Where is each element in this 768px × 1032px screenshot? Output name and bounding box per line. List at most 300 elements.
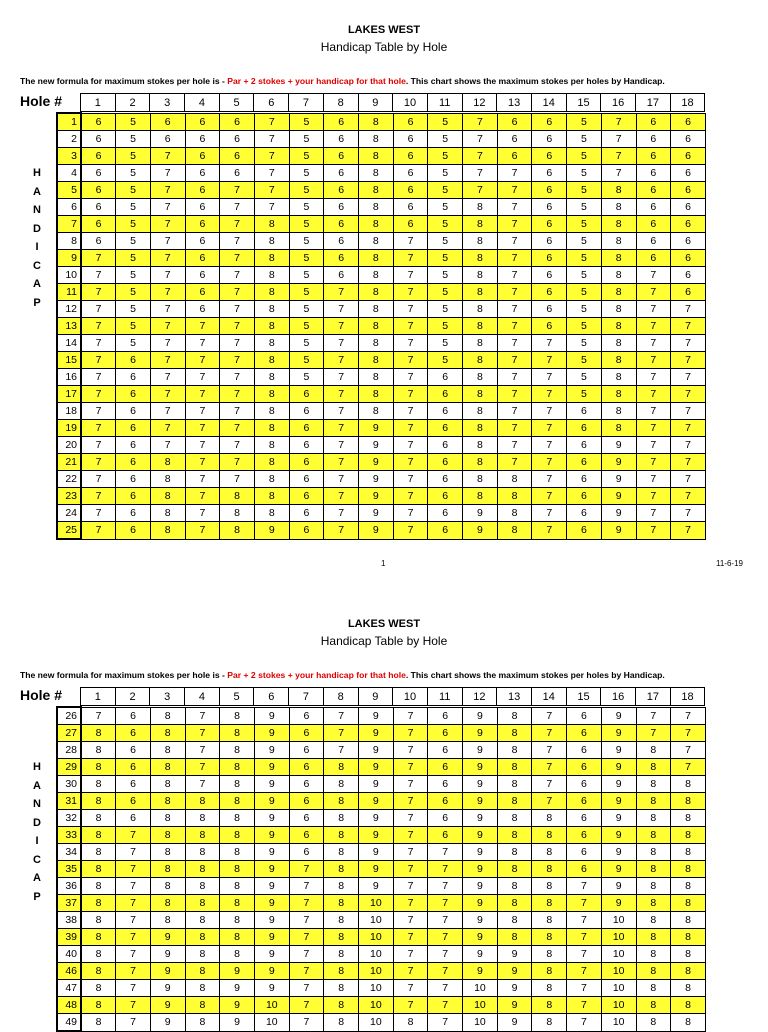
max-strokes-cell: 8: [463, 284, 498, 301]
max-strokes-cell: 9: [359, 522, 394, 540]
max-strokes-cell: 9: [150, 963, 185, 980]
max-strokes-cell: 6: [532, 148, 567, 165]
max-strokes-cell: 8: [324, 963, 359, 980]
max-strokes-cell: 7: [532, 488, 567, 505]
table-row: [57, 182, 705, 199]
max-strokes-cell: 7: [150, 352, 185, 369]
max-strokes-cell: 8: [532, 810, 567, 827]
max-strokes-cell: 10: [463, 997, 498, 1014]
max-strokes-cell: 8: [254, 233, 289, 250]
max-strokes-cell: 5: [567, 165, 602, 182]
page-title: LAKES WEST: [347, 24, 421, 36]
max-strokes-cell: 7: [220, 386, 255, 403]
table-row: [57, 878, 705, 895]
max-strokes-cell: 8: [220, 725, 255, 742]
max-strokes-cell: 7: [393, 707, 428, 725]
max-strokes-cell: 8: [359, 250, 394, 267]
max-strokes-cell: 10: [359, 980, 394, 997]
handicap-value: 47: [57, 980, 81, 997]
max-strokes-cell: 8: [185, 997, 220, 1014]
max-strokes-cell: 7: [532, 352, 567, 369]
max-strokes-cell: 7: [81, 437, 116, 454]
handicap-value: 28: [57, 742, 81, 759]
max-strokes-cell: 9: [463, 505, 498, 522]
max-strokes-cell: 5: [567, 386, 602, 403]
table-row: [57, 352, 705, 369]
max-strokes-cell: 6: [116, 352, 151, 369]
max-strokes-cell: 6: [428, 403, 463, 420]
max-strokes-cell: 6: [289, 776, 324, 793]
max-strokes-cell: 9: [463, 759, 498, 776]
max-strokes-cell: 5: [428, 165, 463, 182]
max-strokes-cell: 5: [116, 267, 151, 284]
max-strokes-cell: 6: [393, 182, 428, 199]
max-strokes-cell: 9: [463, 522, 498, 540]
handicap-value: 24: [57, 505, 81, 522]
max-strokes-cell: 8: [81, 1014, 116, 1032]
max-strokes-cell: 7: [636, 522, 671, 540]
max-strokes-cell: 8: [81, 895, 116, 912]
hole-number: 13: [497, 688, 532, 706]
max-strokes-cell: 8: [81, 725, 116, 742]
max-strokes-cell: 7: [671, 301, 706, 318]
max-strokes-cell: 8: [324, 895, 359, 912]
max-strokes-cell: 9: [359, 776, 394, 793]
max-strokes-cell: 5: [116, 233, 151, 250]
max-strokes-cell: 9: [463, 827, 498, 844]
max-strokes-cell: 7: [393, 912, 428, 929]
max-strokes-cell: 8: [185, 946, 220, 963]
max-strokes-cell: 8: [150, 793, 185, 810]
table-row: [57, 488, 705, 505]
max-strokes-cell: 8: [497, 895, 532, 912]
max-strokes-cell: 9: [601, 844, 636, 861]
max-strokes-cell: 8: [601, 182, 636, 199]
max-strokes-cell: 8: [150, 471, 185, 488]
max-strokes-cell: 7: [116, 861, 151, 878]
max-strokes-cell: 8: [636, 1014, 671, 1032]
max-strokes-cell: 7: [532, 437, 567, 454]
max-strokes-cell: 7: [220, 471, 255, 488]
max-strokes-cell: 7: [532, 454, 567, 471]
max-strokes-cell: 6: [289, 403, 324, 420]
max-strokes-cell: 9: [601, 471, 636, 488]
max-strokes-cell: 8: [463, 250, 498, 267]
max-strokes-cell: 7: [220, 318, 255, 335]
max-strokes-cell: 7: [497, 386, 532, 403]
max-strokes-cell: 8: [324, 844, 359, 861]
handicap-value: 5: [57, 182, 81, 199]
max-strokes-cell: 8: [254, 216, 289, 233]
max-strokes-cell: 6: [671, 216, 706, 233]
max-strokes-cell: 8: [81, 827, 116, 844]
max-strokes-cell: 9: [359, 454, 394, 471]
max-strokes-cell: 7: [428, 878, 463, 895]
max-strokes-cell: 7: [185, 369, 220, 386]
page-2: [0, 594, 768, 1029]
max-strokes-cell: 5: [116, 250, 151, 267]
handicap-value: 49: [57, 1014, 81, 1032]
max-strokes-cell: 8: [532, 980, 567, 997]
max-strokes-cell: 5: [567, 131, 602, 148]
max-strokes-cell: 6: [289, 759, 324, 776]
max-strokes-cell: 8: [359, 199, 394, 216]
max-strokes-cell: 8: [359, 352, 394, 369]
max-strokes-cell: 8: [185, 878, 220, 895]
max-strokes-cell: 7: [150, 403, 185, 420]
max-strokes-cell: 7: [671, 471, 706, 488]
max-strokes-cell: 8: [671, 980, 706, 997]
max-strokes-cell: 8: [220, 793, 255, 810]
max-strokes-cell: 6: [428, 471, 463, 488]
handicap-table-page-2: [56, 706, 706, 1032]
max-strokes-cell: 6: [150, 113, 185, 131]
table-row: [57, 980, 705, 997]
side-letter: C: [33, 259, 41, 272]
max-strokes-cell: 8: [81, 844, 116, 861]
max-strokes-cell: 10: [254, 997, 289, 1014]
handicap-value: 23: [57, 488, 81, 505]
max-strokes-cell: 8: [254, 471, 289, 488]
handicap-value: 10: [57, 267, 81, 284]
max-strokes-cell: 8: [636, 912, 671, 929]
max-strokes-cell: 6: [289, 725, 324, 742]
max-strokes-cell: 7: [636, 437, 671, 454]
max-strokes-cell: 7: [116, 878, 151, 895]
max-strokes-cell: 7: [324, 301, 359, 318]
max-strokes-cell: 8: [463, 267, 498, 284]
max-strokes-cell: 8: [150, 707, 185, 725]
handicap-value: 31: [57, 793, 81, 810]
max-strokes-cell: 8: [254, 437, 289, 454]
max-strokes-cell: 7: [185, 454, 220, 471]
table-row: [57, 113, 705, 131]
max-strokes-cell: 9: [463, 878, 498, 895]
max-strokes-cell: 8: [220, 488, 255, 505]
max-strokes-cell: 8: [601, 199, 636, 216]
max-strokes-cell: 9: [220, 980, 255, 997]
max-strokes-cell: 5: [289, 352, 324, 369]
max-strokes-cell: 6: [81, 182, 116, 199]
max-strokes-cell: 5: [428, 131, 463, 148]
max-strokes-cell: 8: [254, 488, 289, 505]
max-strokes-cell: 7: [81, 250, 116, 267]
max-strokes-cell: 6: [324, 250, 359, 267]
max-strokes-cell: 6: [81, 233, 116, 250]
side-letter: C: [33, 853, 41, 866]
max-strokes-cell: 9: [601, 861, 636, 878]
max-strokes-cell: 7: [428, 844, 463, 861]
hole-number: 5: [219, 688, 254, 706]
max-strokes-cell: 6: [185, 233, 220, 250]
max-strokes-cell: 8: [497, 776, 532, 793]
max-strokes-cell: 7: [324, 318, 359, 335]
max-strokes-cell: 7: [185, 505, 220, 522]
max-strokes-cell: 7: [220, 403, 255, 420]
max-strokes-cell: 7: [324, 352, 359, 369]
max-strokes-cell: 7: [185, 352, 220, 369]
max-strokes-cell: 8: [601, 250, 636, 267]
max-strokes-cell: 5: [567, 113, 602, 131]
max-strokes-cell: 6: [324, 199, 359, 216]
max-strokes-cell: 6: [567, 505, 602, 522]
max-strokes-cell: 7: [636, 488, 671, 505]
max-strokes-cell: 9: [359, 878, 394, 895]
max-strokes-cell: 9: [463, 929, 498, 946]
max-strokes-cell: 9: [254, 810, 289, 827]
max-strokes-cell: 9: [254, 776, 289, 793]
max-strokes-cell: 7: [150, 148, 185, 165]
handicap-value: 22: [57, 471, 81, 488]
table-row: [57, 454, 705, 471]
max-strokes-cell: 10: [601, 963, 636, 980]
side-letter: D: [33, 222, 41, 235]
max-strokes-cell: 7: [81, 335, 116, 352]
max-strokes-cell: 9: [254, 707, 289, 725]
max-strokes-cell: 7: [116, 827, 151, 844]
max-strokes-cell: 8: [81, 946, 116, 963]
max-strokes-cell: 8: [324, 946, 359, 963]
max-strokes-cell: 5: [289, 301, 324, 318]
max-strokes-cell: 7: [393, 946, 428, 963]
max-strokes-cell: 6: [671, 199, 706, 216]
max-strokes-cell: 7: [289, 1014, 324, 1032]
max-strokes-cell: 8: [601, 267, 636, 284]
max-strokes-cell: 9: [601, 505, 636, 522]
table-row: [57, 861, 705, 878]
max-strokes-cell: 5: [289, 233, 324, 250]
max-strokes-cell: 5: [289, 267, 324, 284]
max-strokes-cell: 8: [636, 895, 671, 912]
max-strokes-cell: 8: [220, 759, 255, 776]
handicap-value: 37: [57, 895, 81, 912]
max-strokes-cell: 7: [428, 861, 463, 878]
max-strokes-cell: 7: [601, 165, 636, 182]
max-strokes-cell: 5: [428, 182, 463, 199]
max-strokes-cell: 8: [254, 403, 289, 420]
max-strokes-cell: 7: [393, 861, 428, 878]
hole-number: 7: [289, 94, 324, 112]
max-strokes-cell: 8: [463, 403, 498, 420]
handicap-value: 7: [57, 216, 81, 233]
max-strokes-cell: 8: [671, 946, 706, 963]
max-strokes-cell: 8: [324, 878, 359, 895]
max-strokes-cell: 8: [636, 946, 671, 963]
max-strokes-cell: 8: [150, 810, 185, 827]
max-strokes-cell: 5: [428, 199, 463, 216]
max-strokes-cell: 8: [220, 912, 255, 929]
max-strokes-cell: 7: [497, 318, 532, 335]
formula-prefix: The new formula for maximum stokes per hole is -: [20, 76, 228, 86]
max-strokes-cell: 7: [185, 420, 220, 437]
max-strokes-cell: 6: [289, 522, 324, 540]
table-row: [57, 827, 705, 844]
max-strokes-cell: 5: [289, 113, 324, 131]
max-strokes-cell: 8: [671, 827, 706, 844]
max-strokes-cell: 7: [671, 369, 706, 386]
max-strokes-cell: 9: [359, 827, 394, 844]
max-strokes-cell: 7: [150, 165, 185, 182]
max-strokes-cell: 7: [185, 707, 220, 725]
max-strokes-cell: 7: [393, 318, 428, 335]
table-row: [57, 471, 705, 488]
max-strokes-cell: 7: [428, 946, 463, 963]
max-strokes-cell: 6: [532, 233, 567, 250]
max-strokes-cell: 5: [567, 182, 602, 199]
max-strokes-cell: 7: [497, 335, 532, 352]
handicap-value: 13: [57, 318, 81, 335]
max-strokes-cell: 9: [254, 912, 289, 929]
max-strokes-cell: 5: [428, 352, 463, 369]
max-strokes-cell: 8: [254, 318, 289, 335]
hole-number: 12: [462, 688, 497, 706]
max-strokes-cell: 9: [497, 963, 532, 980]
handicap-value: 17: [57, 386, 81, 403]
table-row: [57, 250, 705, 267]
max-strokes-cell: 5: [289, 199, 324, 216]
table-row: [57, 199, 705, 216]
max-strokes-cell: 6: [567, 522, 602, 540]
max-strokes-cell: 6: [324, 113, 359, 131]
max-strokes-cell: 9: [601, 454, 636, 471]
max-strokes-cell: 8: [359, 165, 394, 182]
hole-number: 15: [566, 94, 601, 112]
max-strokes-cell: 8: [463, 233, 498, 250]
max-strokes-cell: 6: [289, 844, 324, 861]
handicap-value: 32: [57, 810, 81, 827]
max-strokes-cell: 8: [150, 488, 185, 505]
handicap-value: 39: [57, 929, 81, 946]
max-strokes-cell: 5: [428, 318, 463, 335]
max-strokes-cell: 5: [289, 182, 324, 199]
page-subtitle: Handicap Table by Hole: [320, 40, 448, 54]
side-letter: A: [33, 185, 41, 198]
max-strokes-cell: 7: [636, 284, 671, 301]
max-strokes-cell: 9: [150, 946, 185, 963]
max-strokes-cell: 6: [116, 505, 151, 522]
max-strokes-cell: 6: [393, 199, 428, 216]
max-strokes-cell: 8: [254, 386, 289, 403]
max-strokes-cell: 6: [532, 131, 567, 148]
hole-number: 2: [115, 94, 150, 112]
max-strokes-cell: 7: [393, 522, 428, 540]
max-strokes-cell: 7: [150, 335, 185, 352]
max-strokes-cell: 7: [671, 759, 706, 776]
max-strokes-cell: 7: [636, 267, 671, 284]
max-strokes-cell: 8: [601, 369, 636, 386]
max-strokes-cell: 7: [324, 707, 359, 725]
table-row: [57, 267, 705, 284]
max-strokes-cell: 7: [636, 301, 671, 318]
max-strokes-cell: 7: [150, 250, 185, 267]
handicap-side-label: [30, 164, 44, 312]
max-strokes-cell: 8: [150, 776, 185, 793]
max-strokes-cell: 10: [463, 1014, 498, 1032]
max-strokes-cell: 9: [150, 997, 185, 1014]
max-strokes-cell: 5: [289, 131, 324, 148]
max-strokes-cell: 7: [393, 403, 428, 420]
max-strokes-cell: 8: [359, 182, 394, 199]
max-strokes-cell: 9: [359, 759, 394, 776]
max-strokes-cell: 7: [254, 148, 289, 165]
table-row: [57, 284, 705, 301]
max-strokes-cell: 8: [220, 522, 255, 540]
max-strokes-cell: 9: [463, 912, 498, 929]
max-strokes-cell: 8: [532, 895, 567, 912]
max-strokes-cell: 7: [324, 437, 359, 454]
max-strokes-cell: 6: [324, 131, 359, 148]
table-row: [57, 335, 705, 352]
max-strokes-cell: 7: [532, 335, 567, 352]
max-strokes-cell: 7: [289, 946, 324, 963]
max-strokes-cell: 7: [81, 352, 116, 369]
max-strokes-cell: 7: [324, 488, 359, 505]
max-strokes-cell: 9: [359, 861, 394, 878]
max-strokes-cell: 8: [254, 250, 289, 267]
table-row: [57, 1014, 705, 1032]
max-strokes-cell: 9: [150, 980, 185, 997]
max-strokes-cell: 9: [150, 929, 185, 946]
max-strokes-cell: 6: [324, 233, 359, 250]
max-strokes-cell: 7: [497, 182, 532, 199]
max-strokes-cell: 9: [463, 861, 498, 878]
max-strokes-cell: 7: [636, 420, 671, 437]
max-strokes-cell: 5: [116, 301, 151, 318]
max-strokes-cell: 6: [289, 437, 324, 454]
max-strokes-cell: 8: [497, 522, 532, 540]
max-strokes-cell: 6: [671, 131, 706, 148]
handicap-value: 14: [57, 335, 81, 352]
max-strokes-cell: 10: [359, 929, 394, 946]
max-strokes-cell: 8: [254, 369, 289, 386]
max-strokes-cell: 7: [116, 895, 151, 912]
max-strokes-cell: 7: [532, 707, 567, 725]
hole-number: 9: [358, 94, 393, 112]
max-strokes-cell: 5: [428, 233, 463, 250]
max-strokes-cell: 5: [567, 301, 602, 318]
max-strokes-cell: 9: [601, 742, 636, 759]
max-strokes-cell: 8: [254, 335, 289, 352]
max-strokes-cell: 8: [532, 878, 567, 895]
max-strokes-cell: 8: [150, 844, 185, 861]
max-strokes-cell: 8: [671, 793, 706, 810]
max-strokes-cell: 7: [81, 318, 116, 335]
max-strokes-cell: 6: [636, 233, 671, 250]
max-strokes-cell: 8: [220, 707, 255, 725]
max-strokes-cell: 5: [116, 113, 151, 131]
hole-number: 2: [115, 688, 150, 706]
max-strokes-cell: 5: [428, 284, 463, 301]
max-strokes-cell: 8: [636, 742, 671, 759]
max-strokes-cell: 10: [601, 929, 636, 946]
hole-number: 5: [219, 94, 254, 112]
max-strokes-cell: 9: [254, 878, 289, 895]
max-strokes-cell: 7: [220, 267, 255, 284]
max-strokes-cell: 6: [81, 113, 116, 131]
max-strokes-cell: 7: [497, 199, 532, 216]
max-strokes-cell: 6: [428, 386, 463, 403]
max-strokes-cell: 9: [359, 420, 394, 437]
max-strokes-cell: 5: [116, 148, 151, 165]
max-strokes-cell: 6: [567, 725, 602, 742]
max-strokes-cell: 6: [116, 403, 151, 420]
max-strokes-cell: 5: [567, 318, 602, 335]
handicap-value: 33: [57, 827, 81, 844]
max-strokes-cell: 8: [254, 352, 289, 369]
max-strokes-cell: 5: [116, 199, 151, 216]
max-strokes-cell: 7: [567, 997, 602, 1014]
max-strokes-cell: 7: [393, 844, 428, 861]
